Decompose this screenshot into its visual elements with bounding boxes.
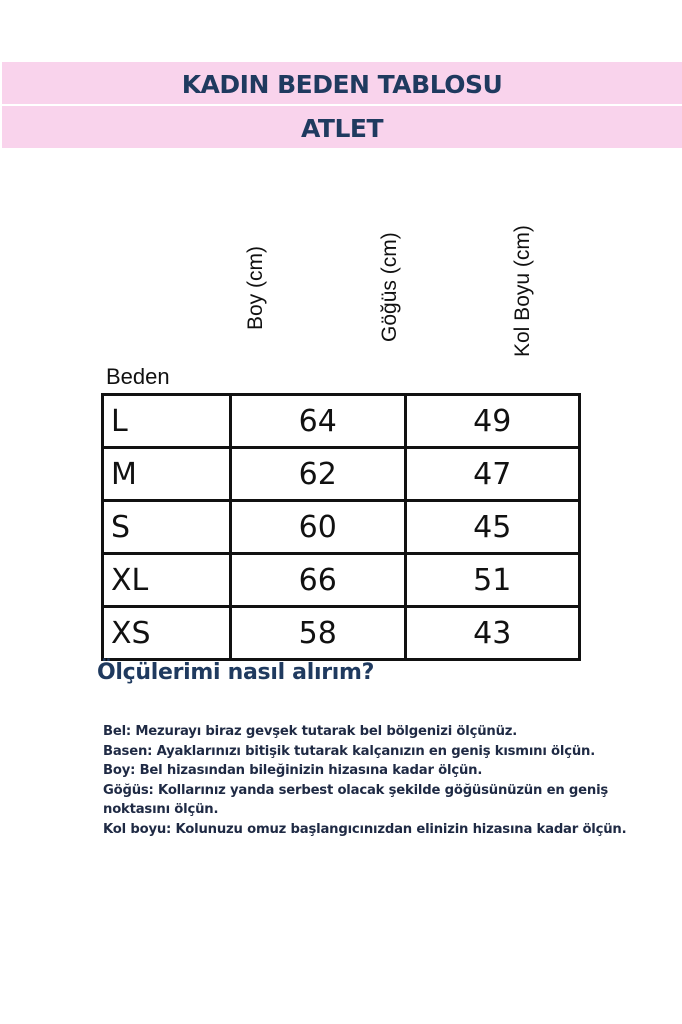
boy-cell: 62 <box>231 448 406 501</box>
table-row <box>103 501 580 554</box>
gogus-cell: 47 <box>405 448 580 501</box>
instruction-bel: Bel: Mezurayı biraz gevşek tutarak bel bölgenizi ölçünüz. <box>103 724 518 739</box>
gogus-cell: 51 <box>405 554 580 607</box>
gogus-cell: 43 <box>405 607 580 660</box>
how-to-measure-title: Ölçülerimi nasıl alırım? <box>97 660 375 685</box>
instruction-kol-boyu: Kol boyu: Kolunuzu omuz başlangıcınızdan elinizin hizasına kadar ölçün. <box>103 821 627 837</box>
measurement-instructions <box>103 722 643 839</box>
boy-cell: 58 <box>231 607 406 660</box>
table-row <box>103 607 580 660</box>
size-cell: XL <box>103 554 231 607</box>
instruction-gogus: Göğüs: Kollarınız yanda serbest olacak şekilde göğüsünüzün en geniş <box>103 782 609 798</box>
column-header-boy: Boy (cm) <box>244 246 267 330</box>
table-row <box>103 395 580 448</box>
page-title: KADIN BEDEN TABLOSU <box>181 70 503 99</box>
boy-cell: 64 <box>231 395 406 448</box>
gogus-cell: 49 <box>405 395 580 448</box>
instruction-basen: Basen: Ayaklarınızı bitişik tutarak kalçanızın en geniş kısmını ölçün. <box>103 743 596 759</box>
size-cell: S <box>103 501 231 554</box>
table-row <box>103 554 580 607</box>
size-table <box>101 393 581 661</box>
column-header-gogus: Göğüs (cm) <box>378 232 401 342</box>
size-cell: M <box>103 448 231 501</box>
size-cell: XS <box>103 607 231 660</box>
gogus-cell: 45 <box>405 501 580 554</box>
size-cell: L <box>103 395 231 448</box>
title-band <box>2 62 682 104</box>
instruction-gogus-cont: noktasını ölçün. <box>103 802 219 817</box>
boy-cell: 66 <box>231 554 406 607</box>
boy-cell: 60 <box>231 501 406 554</box>
column-header-kol-boyu: Kol Boyu (cm) <box>511 225 534 357</box>
instruction-boy: Boy: Bel hizasından bileğinizin hizasına kadar ölçün. <box>103 763 483 778</box>
subtitle-band <box>2 106 682 148</box>
size-column-label: Beden <box>106 364 170 389</box>
page-subtitle: ATLET <box>300 114 384 143</box>
table-row <box>103 448 580 501</box>
